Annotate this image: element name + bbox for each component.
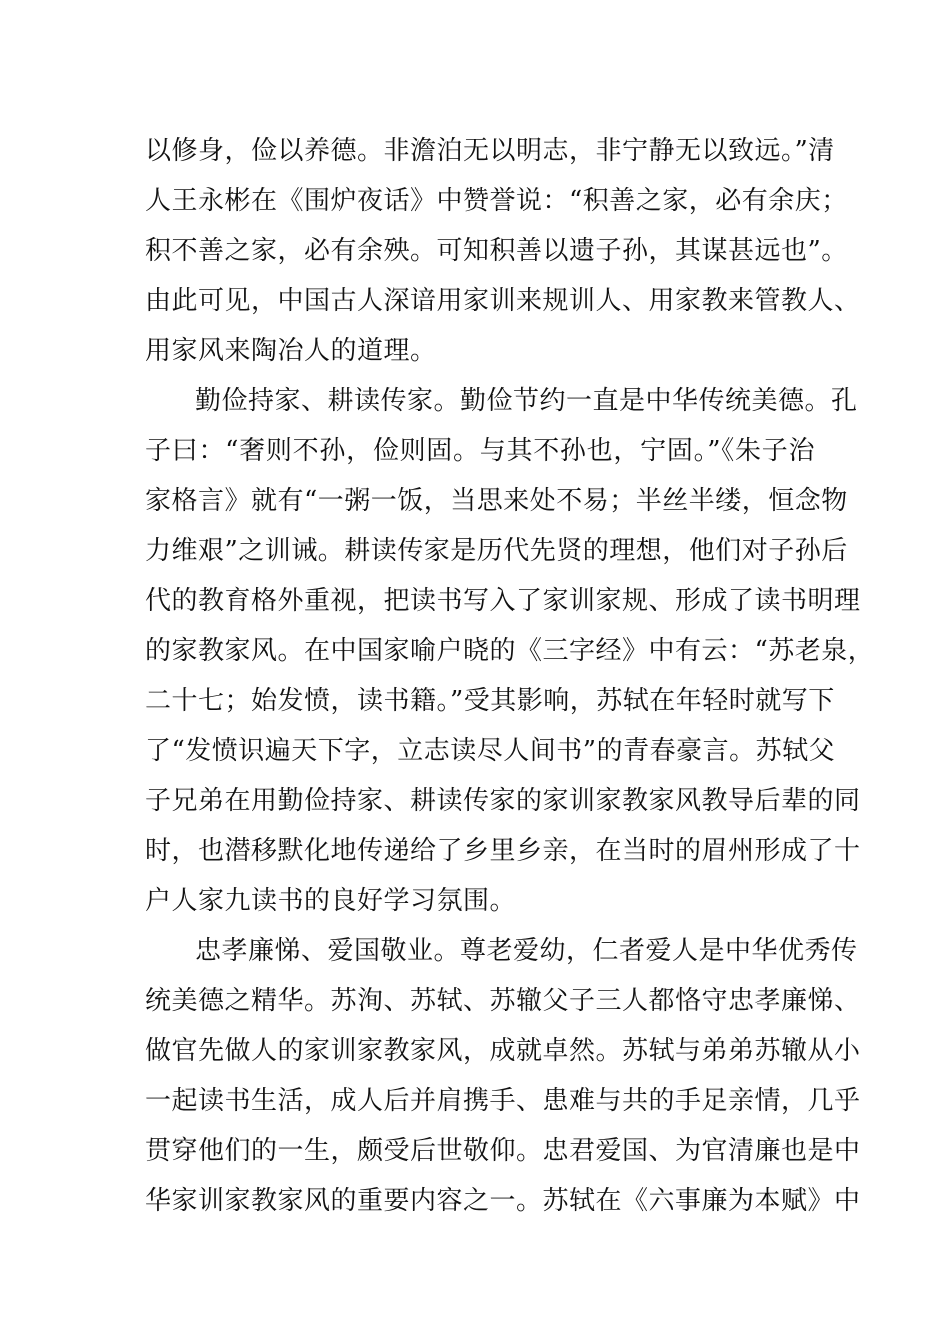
text-line: 子兄弟在用勤俭持家、耕读传家的家训家教家风教导后辈的同	[145, 786, 861, 816]
text-line: 统美德之精华。苏洵、苏轼、苏辙父子三人都恪守忠孝廉悌、	[145, 986, 861, 1016]
text-line: 用家风来陶冶人的道理。	[145, 336, 437, 366]
text-line: 时，也潜移默化地传递给了乡里乡亲，在当时的眉州形成了十	[145, 836, 861, 866]
text-line: 以修身，俭以养德。非澹泊无以明志，非宁静无以致远。”清	[145, 136, 835, 166]
text-line: 家格言》就有“一粥一饭，当思来处不易；半丝半缕，恒念物	[145, 486, 848, 516]
text-line: 人王永彬在《围炉夜话》中赞誉说：“积善之家，必有余庆；	[145, 186, 848, 216]
text-line: 由此可见，中国古人深谙用家训来规训人、用家教来管教人、	[145, 286, 861, 316]
text-line: 的家教家风。在中国家喻户晓的《三字经》中有云：“苏老泉，	[145, 636, 875, 666]
text-line: 积不善之家，必有余殃。可知积善以遗子孙，其谋甚远也”。	[145, 236, 848, 266]
text-line: 一起读书生活，成人后并肩携手、患难与共的手足亲情，几乎	[145, 1086, 861, 1116]
text-line: 子曰：“奢则不孙，俭则固。与其不孙也，宁固。”《朱子治	[145, 436, 815, 466]
text-line: 力维艰”之训诫。耕读传家是历代先贤的理想，他们对子孙后	[145, 536, 848, 566]
text-line: 华家训家教家风的重要内容之一。苏轼在《六事廉为本赋》中	[145, 1186, 861, 1216]
paragraph-first-line: 勤俭持家、耕读传家。勤俭节约一直是中华传统美德。孔	[195, 386, 858, 416]
text-line: 贯穿他们的一生，颇受后世敬仰。忠君爱国、为官清廉也是中	[145, 1136, 861, 1166]
text-line: 二十七；始发愤，读书籍。”受其影响，苏轼在年轻时就写下	[145, 686, 835, 716]
text-line: 户人家九读书的良好学习氛围。	[145, 886, 517, 916]
text-line: 做官先做人的家训家教家风，成就卓然。苏轼与弟弟苏辙从小	[145, 1036, 861, 1066]
text-line: 代的教育格外重视，把读书写入了家训家规、形成了读书明理	[145, 586, 861, 616]
text-line: 了“发愤识遍天下字，立志读尽人间书”的青春豪言。苏轼父	[145, 736, 836, 766]
paragraph-first-line: 忠孝廉悌、爱国敬业。尊老爱幼，仁者爱人是中华优秀传	[195, 936, 858, 966]
